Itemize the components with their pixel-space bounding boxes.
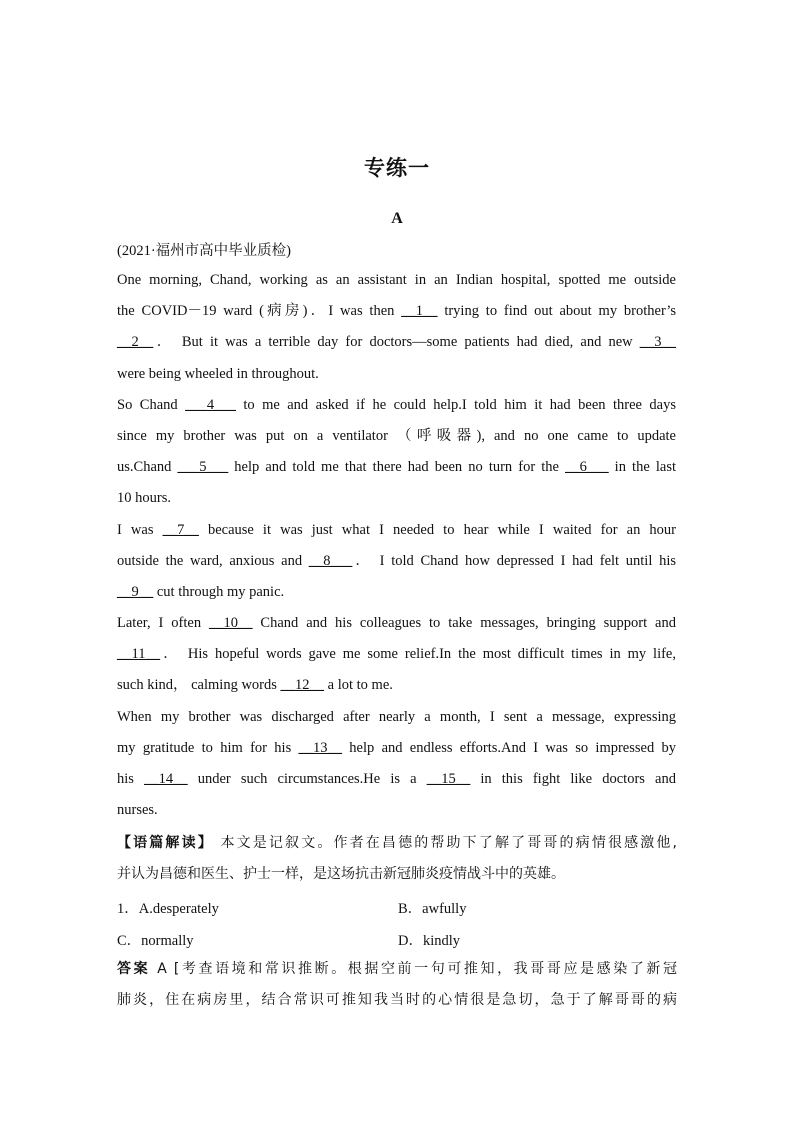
answer-text: A [考查语境和常识推断。根据空前一句可推知，我哥哥应是感染了新冠 — [150, 961, 677, 977]
passage-text: nurses. — [117, 802, 158, 819]
cloze-blank: __6___ — [565, 459, 609, 476]
cloze-blank: __13__ — [298, 739, 343, 756]
passage-line — [117, 577, 676, 608]
analysis-line — [117, 828, 677, 859]
passage-line — [117, 639, 676, 670]
answer-line — [117, 954, 677, 985]
passage-text: since my brother was put on a ventilator （呼吸器), and no one came to update — [117, 427, 676, 444]
cloze-blank: __2__ — [117, 334, 154, 351]
passage-text: outside the ward, anxious and — [117, 552, 309, 569]
cloze-blank: __8___ — [308, 552, 353, 569]
analysis-text: 本文是记叙文。作者在昌德的帮助下了解了哥哥的病情很感激他, — [213, 835, 677, 851]
passage-text: a lot to me. — [324, 677, 393, 694]
cloze-passage — [117, 265, 676, 826]
cloze-blank: __11__ — [117, 646, 160, 663]
option-c: C．normally — [117, 933, 194, 949]
passage-text: When my brother was discharged after nearly a month, I sent a message, expressing — [117, 708, 676, 725]
passage-line — [117, 421, 676, 452]
passage-line — [117, 670, 676, 701]
analysis-label: 【语篇解读】 — [117, 835, 214, 851]
passage-line — [117, 733, 676, 764]
passage-line — [117, 795, 676, 826]
cloze-blank: __12__ — [280, 677, 325, 694]
cloze-blank: __7__ — [162, 521, 199, 538]
cloze-blank: __15__ — [426, 771, 471, 787]
passage-text: my gratitude to him for his — [117, 739, 299, 756]
passage-text: such kind， calming words — [117, 677, 281, 694]
passage-line — [117, 702, 676, 733]
cloze-blank: __14__ — [144, 771, 188, 787]
passage-text: in this fight like doctors and — [470, 771, 676, 787]
cloze-blank: ___5___ — [177, 459, 229, 476]
passage-analysis — [117, 828, 677, 890]
passage-text: the COVID－19 ward (病房)．I was then — [117, 303, 402, 320]
cloze-blank: __9__ — [117, 583, 154, 600]
passage-text: cut through my panic. — [153, 583, 285, 600]
passage-text: Chand and his colleagues to take messages, bringing support and — [252, 615, 676, 632]
answer-explanation — [117, 954, 677, 1016]
source-note: (2021·福州市高中毕业质检) — [117, 243, 291, 259]
answer-label: 答案 — [117, 961, 151, 977]
passage-line — [117, 390, 676, 421]
passage-text: 10 hours. — [117, 490, 171, 507]
passage-text: in the last — [608, 459, 676, 476]
section-heading: A — [391, 210, 403, 227]
passage-text: because it was just what I needed to hear while I waited for an hour — [198, 521, 676, 538]
passage-line — [117, 608, 676, 639]
passage-text: I was — [117, 521, 163, 538]
passage-line — [117, 265, 676, 296]
passage-text: help and endless efforts.And I was so impressed by — [342, 739, 677, 756]
passage-text: us.Chand — [117, 459, 178, 476]
answer-line: 肺炎，住在病房里，结合常识可推知我当时的心情很是急切，急于了解哥哥的病 — [117, 992, 677, 1008]
passage-text: Later, I often — [117, 615, 210, 632]
option-b: B．awfully — [398, 901, 467, 917]
passage-text: to me and asked if he could help.I told him it had been three days — [235, 396, 677, 413]
passage-line — [117, 546, 676, 577]
passage-text: ． But it was a terrible day for doctors—some patients had died, and new — [153, 334, 640, 351]
cloze-blank: __10__ — [209, 615, 253, 632]
passage-text: One morning, Chand, working as an assistant in an Indian hospital, spotted me outside — [117, 272, 676, 288]
page-title: 专练一 — [364, 156, 430, 180]
passage-text: his — [117, 771, 145, 787]
cloze-blank: __3__ — [639, 334, 676, 351]
passage-text: were being wheeled in throughout. — [117, 365, 319, 382]
analysis-line: 并认为昌德和医生、护士一样，是这场抗击新冠肺炎疫情战斗中的英雄。 — [117, 866, 565, 882]
passage-text: ． His hopeful words gave me some relief.In the most difficult times in my life, — [159, 646, 676, 663]
passage-line — [117, 327, 676, 358]
passage-text: So Chand — [117, 396, 186, 413]
passage-text: under such circumstances.He is a — [187, 771, 427, 787]
passage-text: help and told me that there had been no turn for the — [228, 459, 566, 476]
option-a: 1．A.desperately — [117, 901, 219, 917]
cloze-blank: __1__ — [401, 303, 438, 320]
cloze-blank: ___4___ — [185, 396, 236, 413]
passage-line — [117, 452, 676, 483]
passage-text: ． I told Chand how depressed I had felt until his — [352, 552, 676, 569]
passage-line — [117, 359, 676, 390]
passage-line — [117, 296, 676, 327]
passage-text: trying to find out about my brother’s — [437, 303, 676, 320]
option-d: D．kindly — [398, 933, 461, 949]
passage-line — [117, 764, 676, 795]
passage-line — [117, 483, 676, 514]
passage-line — [117, 515, 676, 546]
